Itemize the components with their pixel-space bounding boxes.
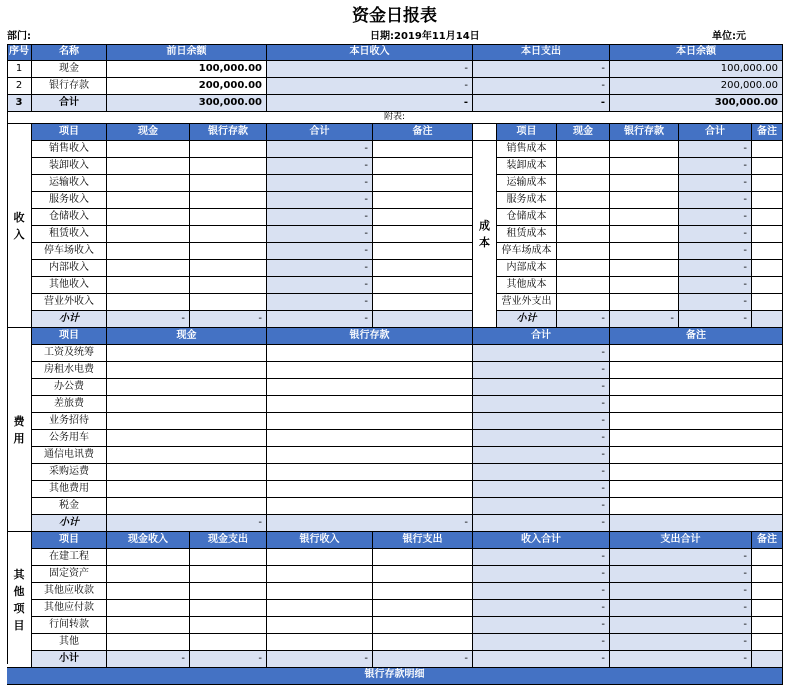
cost-header-2: 银行存款 xyxy=(610,124,679,141)
section-char: 成 xyxy=(479,219,490,232)
appendix-label: 附表: xyxy=(7,112,783,124)
income-total: - xyxy=(267,277,373,294)
other-input-4[interactable] xyxy=(267,634,373,651)
expense-total: - xyxy=(473,481,610,498)
summary-header-0: 序号 xyxy=(7,44,32,61)
summary-header-2: 前日余额 xyxy=(107,44,267,61)
expense-cash-input[interactable] xyxy=(107,464,267,481)
cost-item: 其他成本 xyxy=(497,277,557,294)
expense-cash-input[interactable] xyxy=(107,396,267,413)
cost-subtotal-bank: - xyxy=(610,311,679,328)
expense-bank-input[interactable] xyxy=(267,498,473,515)
income-subtotal-total: - xyxy=(267,311,373,328)
other-subtotal-label: 小计 xyxy=(32,651,107,668)
expense-item: 房租水电费 xyxy=(32,362,107,379)
income-bank-input[interactable] xyxy=(190,260,267,277)
summary-cell-bal[interactable]: 100,000.00 xyxy=(610,61,783,78)
expense-total: - xyxy=(473,498,610,515)
other-item: 其他应收款 xyxy=(32,583,107,600)
expense-bank-input[interactable] xyxy=(267,447,473,464)
report-title: 资金日报表 xyxy=(352,6,437,26)
expense-header-1: 现金 xyxy=(107,328,267,345)
cost-total: - xyxy=(679,294,752,311)
income-note-input[interactable] xyxy=(373,209,473,226)
summary-header-5: 本日余额 xyxy=(610,44,783,61)
cost-cash-input[interactable] xyxy=(557,243,610,260)
section-char: 他 xyxy=(13,584,25,598)
expense-subtotal-note xyxy=(610,515,783,532)
other-input-4[interactable] xyxy=(267,583,373,600)
summary-header-4: 本日支出 xyxy=(473,44,610,61)
summary-cell-bal[interactable]: 200,000.00 xyxy=(610,78,783,95)
cost-cash-input[interactable] xyxy=(557,209,610,226)
cost-bank-input[interactable] xyxy=(610,294,679,311)
summary-cell-exp[interactable]: - xyxy=(473,78,610,95)
cost-cash-input[interactable] xyxy=(557,175,610,192)
other-note-input[interactable] xyxy=(752,583,783,600)
summary-total-prev: 300,000.00 xyxy=(107,95,267,112)
expense-header-3: 合计 xyxy=(473,328,610,345)
expense-note-input[interactable] xyxy=(610,464,783,481)
expense-cash-input[interactable] xyxy=(107,481,267,498)
other-header-4: 银行支出 xyxy=(373,532,473,549)
income-total: - xyxy=(267,175,373,192)
other-input-3[interactable] xyxy=(190,634,267,651)
other-item: 其他应付款 xyxy=(32,600,107,617)
summary-cell-no: 2 xyxy=(7,78,32,95)
other-expense-total: - xyxy=(610,566,752,583)
other-note-input[interactable] xyxy=(752,549,783,566)
summary-cell-name: 银行存款 xyxy=(32,78,107,95)
expense-cash-input[interactable] xyxy=(107,498,267,515)
income-total: - xyxy=(267,192,373,209)
cost-item: 内部成本 xyxy=(497,260,557,277)
income-total: - xyxy=(267,294,373,311)
other-input-3[interactable] xyxy=(190,583,267,600)
cost-bank-input[interactable] xyxy=(610,158,679,175)
cost-spacer xyxy=(473,124,497,141)
expense-subtotal-label: 小计 xyxy=(32,515,107,532)
income-total: - xyxy=(267,209,373,226)
expense-bank-input[interactable] xyxy=(267,464,473,481)
income-cash-input[interactable] xyxy=(107,158,190,175)
expense-cash-input[interactable] xyxy=(107,362,267,379)
other-input-4[interactable] xyxy=(267,566,373,583)
cost-item: 装卸成本 xyxy=(497,158,557,175)
expense-cash-input[interactable] xyxy=(107,430,267,447)
expense-note-input[interactable] xyxy=(610,481,783,498)
other-input-2[interactable] xyxy=(107,583,190,600)
income-cash-input[interactable] xyxy=(107,175,190,192)
expense-bank-input[interactable] xyxy=(267,362,473,379)
bank-detail-header: 银行存款明细 xyxy=(7,668,783,685)
expense-total: - xyxy=(473,396,610,413)
expense-subtotal-cash: - xyxy=(107,515,267,532)
expense-bank-input[interactable] xyxy=(267,430,473,447)
section-char: 入 xyxy=(13,227,25,241)
cost-subtotal-label: 小计 xyxy=(497,311,557,328)
other-expense-total: - xyxy=(610,583,752,600)
cost-cash-input[interactable] xyxy=(557,226,610,243)
summary-cell-inc[interactable]: - xyxy=(267,61,473,78)
income-bank-input[interactable] xyxy=(190,158,267,175)
income-subtotal-cash: - xyxy=(107,311,190,328)
other-expense-total: - xyxy=(610,634,752,651)
expense-header-0: 项目 xyxy=(32,328,107,345)
summary-total-inc: - xyxy=(267,95,473,112)
income-item: 运输收入 xyxy=(32,175,107,192)
expense-cash-input[interactable] xyxy=(107,379,267,396)
other-input-3[interactable] xyxy=(190,600,267,617)
income-note-input[interactable] xyxy=(373,175,473,192)
income-subtotal-label: 小计 xyxy=(32,311,107,328)
other-input-5[interactable] xyxy=(373,617,473,634)
other-input-2[interactable] xyxy=(107,566,190,583)
summary-cell-no: 1 xyxy=(7,61,32,78)
cost-item: 营业外支出 xyxy=(497,294,557,311)
other-input-3[interactable] xyxy=(190,617,267,634)
expense-item: 其他费用 xyxy=(32,481,107,498)
expense-total: - xyxy=(473,379,610,396)
income-note-input[interactable] xyxy=(373,226,473,243)
expense-note-input[interactable] xyxy=(610,413,783,430)
cost-cash-input[interactable] xyxy=(557,192,610,209)
cost-bank-input[interactable] xyxy=(610,175,679,192)
other-input-5[interactable] xyxy=(373,600,473,617)
income-bank-input[interactable] xyxy=(190,175,267,192)
other-income-total: - xyxy=(473,600,610,617)
income-subtotal-bank: - xyxy=(190,311,267,328)
income-item: 装卸收入 xyxy=(32,158,107,175)
other-header-5: 收入合计 xyxy=(473,532,610,549)
income-subtotal-note xyxy=(373,311,473,328)
cost-header-4: 备注 xyxy=(752,124,783,141)
other-item: 固定资产 xyxy=(32,566,107,583)
cost-note-input[interactable] xyxy=(752,260,783,277)
income-item: 租赁收入 xyxy=(32,226,107,243)
income-item: 仓储收入 xyxy=(32,209,107,226)
other-side-label xyxy=(7,532,32,668)
summary-total-no: 3 xyxy=(7,95,32,112)
expense-item: 公务用车 xyxy=(32,430,107,447)
cost-note-input[interactable] xyxy=(752,277,783,294)
cost-total: - xyxy=(679,277,752,294)
income-item: 其他收入 xyxy=(32,277,107,294)
other-expense-total: - xyxy=(610,600,752,617)
summary-cell-prev[interactable]: 200,000.00 xyxy=(107,78,267,95)
expense-subtotal-bank: - xyxy=(267,515,473,532)
cost-bank-input[interactable] xyxy=(610,141,679,158)
income-header-2: 银行存款 xyxy=(190,124,267,141)
income-total: - xyxy=(267,141,373,158)
expense-subtotal-total: - xyxy=(473,515,610,532)
other-input-5[interactable] xyxy=(373,566,473,583)
other-subtotal-note xyxy=(752,651,783,668)
income-bank-input[interactable] xyxy=(190,192,267,209)
cost-item: 销售成本 xyxy=(497,141,557,158)
other-note-input[interactable] xyxy=(752,566,783,583)
cost-side-label xyxy=(473,141,497,328)
report-date: 日期:2019年11月14日 xyxy=(370,31,480,42)
cost-bank-input[interactable] xyxy=(610,226,679,243)
income-header-1: 现金 xyxy=(107,124,190,141)
cost-note-input[interactable] xyxy=(752,294,783,311)
income-cash-input[interactable] xyxy=(107,294,190,311)
other-input-2[interactable] xyxy=(107,617,190,634)
income-item: 服务收入 xyxy=(32,192,107,209)
income-bank-input[interactable] xyxy=(190,294,267,311)
other-input-3[interactable] xyxy=(190,549,267,566)
other-subtotal-v4: - xyxy=(373,651,473,668)
other-input-5[interactable] xyxy=(373,549,473,566)
cost-total: - xyxy=(679,226,752,243)
expense-side-label xyxy=(7,328,32,532)
income-cash-input[interactable] xyxy=(107,277,190,294)
other-header-7: 备注 xyxy=(752,532,783,549)
expense-item: 税金 xyxy=(32,498,107,515)
other-input-4[interactable] xyxy=(267,600,373,617)
expense-note-input[interactable] xyxy=(610,396,783,413)
income-note-input[interactable] xyxy=(373,294,473,311)
income-total: - xyxy=(267,243,373,260)
cost-subtotal-cash: - xyxy=(557,311,610,328)
section-char: 费 xyxy=(13,414,25,428)
income-note-input[interactable] xyxy=(373,260,473,277)
summary-cell-inc[interactable]: - xyxy=(267,78,473,95)
income-note-input[interactable] xyxy=(373,243,473,260)
other-income-total: - xyxy=(473,617,610,634)
cost-bank-input[interactable] xyxy=(610,260,679,277)
expense-note-input[interactable] xyxy=(610,498,783,515)
cost-total: - xyxy=(679,243,752,260)
summary-cell-name: 现金 xyxy=(32,61,107,78)
other-input-4[interactable] xyxy=(267,549,373,566)
other-input-2[interactable] xyxy=(107,634,190,651)
expense-total: - xyxy=(473,345,610,362)
income-cash-input[interactable] xyxy=(107,243,190,260)
cost-cash-input[interactable] xyxy=(557,294,610,311)
expense-bank-input[interactable] xyxy=(267,396,473,413)
other-note-input[interactable] xyxy=(752,617,783,634)
income-note-input[interactable] xyxy=(373,192,473,209)
cost-cash-input[interactable] xyxy=(557,158,610,175)
expense-item: 业务招待 xyxy=(32,413,107,430)
cost-header-1: 现金 xyxy=(557,124,610,141)
other-input-3[interactable] xyxy=(190,566,267,583)
cost-total: - xyxy=(679,192,752,209)
other-subtotal-v6: - xyxy=(610,651,752,668)
cost-total: - xyxy=(679,175,752,192)
income-total: - xyxy=(267,260,373,277)
other-header-2: 现金支出 xyxy=(190,532,267,549)
other-header-3: 银行收入 xyxy=(267,532,373,549)
income-item: 销售收入 xyxy=(32,141,107,158)
income-note-input[interactable] xyxy=(373,158,473,175)
income-item: 内部收入 xyxy=(32,260,107,277)
expense-bank-input[interactable] xyxy=(267,379,473,396)
cost-item: 停车场成本 xyxy=(497,243,557,260)
expense-item: 通信电讯费 xyxy=(32,447,107,464)
expense-cash-input[interactable] xyxy=(107,345,267,362)
expense-note-input[interactable] xyxy=(610,430,783,447)
section-char: 本 xyxy=(479,236,490,249)
income-item: 营业外收入 xyxy=(32,294,107,311)
income-total: - xyxy=(267,158,373,175)
cost-cash-input[interactable] xyxy=(557,277,610,294)
expense-note-input[interactable] xyxy=(610,345,783,362)
other-expense-total: - xyxy=(610,617,752,634)
cost-subtotal-note xyxy=(752,311,783,328)
section-char: 其 xyxy=(13,567,25,581)
cost-note-input[interactable] xyxy=(752,158,783,175)
other-input-5[interactable] xyxy=(373,583,473,600)
cost-item: 仓储成本 xyxy=(497,209,557,226)
other-income-total: - xyxy=(473,566,610,583)
other-header-6: 支出合计 xyxy=(610,532,752,549)
other-header-1: 现金收入 xyxy=(107,532,190,549)
other-note-input[interactable] xyxy=(752,634,783,651)
department-label: 部门: xyxy=(7,31,31,42)
expense-note-input[interactable] xyxy=(610,362,783,379)
income-total: - xyxy=(267,226,373,243)
cost-note-input[interactable] xyxy=(752,243,783,260)
other-income-total: - xyxy=(473,583,610,600)
cost-item: 服务成本 xyxy=(497,192,557,209)
expense-header-2: 银行存款 xyxy=(267,328,473,345)
cost-header-0: 项目 xyxy=(497,124,557,141)
other-item: 其他 xyxy=(32,634,107,651)
cost-cash-input[interactable] xyxy=(557,141,610,158)
expense-item: 办公费 xyxy=(32,379,107,396)
cost-bank-input[interactable] xyxy=(610,243,679,260)
report-grid xyxy=(7,44,783,680)
income-header-3: 合计 xyxy=(267,124,373,141)
other-item: 行间转款 xyxy=(32,617,107,634)
income-bank-input[interactable] xyxy=(190,141,267,158)
other-header-0: 项目 xyxy=(32,532,107,549)
expense-item: 差旅费 xyxy=(32,396,107,413)
cost-total: - xyxy=(679,158,752,175)
other-subtotal-v5: - xyxy=(473,651,610,668)
other-expense-total: - xyxy=(610,549,752,566)
cost-bank-input[interactable] xyxy=(610,209,679,226)
expense-bank-input[interactable] xyxy=(267,481,473,498)
section-char: 项 xyxy=(13,601,25,615)
other-income-total: - xyxy=(473,549,610,566)
expense-total: - xyxy=(473,464,610,481)
cost-subtotal-total: - xyxy=(679,311,752,328)
income-bank-input[interactable] xyxy=(190,226,267,243)
expense-cash-input[interactable] xyxy=(107,447,267,464)
expense-bank-input[interactable] xyxy=(267,345,473,362)
cost-total: - xyxy=(679,260,752,277)
other-input-5[interactable] xyxy=(373,634,473,651)
expense-item: 工资及统筹 xyxy=(32,345,107,362)
expense-total: - xyxy=(473,430,610,447)
expense-total: - xyxy=(473,447,610,464)
income-bank-input[interactable] xyxy=(190,277,267,294)
expense-bank-input[interactable] xyxy=(267,413,473,430)
other-subtotal-v1: - xyxy=(107,651,190,668)
summary-total-bal: 300,000.00 xyxy=(610,95,783,112)
expense-note-input[interactable] xyxy=(610,447,783,464)
income-cash-input[interactable] xyxy=(107,192,190,209)
income-item: 停车场收入 xyxy=(32,243,107,260)
income-header-4: 备注 xyxy=(373,124,473,141)
other-input-2[interactable] xyxy=(107,549,190,566)
income-note-input[interactable] xyxy=(373,141,473,158)
income-note-input[interactable] xyxy=(373,277,473,294)
other-note-input[interactable] xyxy=(752,600,783,617)
other-item: 在建工程 xyxy=(32,549,107,566)
cost-note-input[interactable] xyxy=(752,226,783,243)
cost-total: - xyxy=(679,141,752,158)
cost-note-input[interactable] xyxy=(752,192,783,209)
other-income-total: - xyxy=(473,634,610,651)
income-cash-input[interactable] xyxy=(107,260,190,277)
summary-total-name: 合计 xyxy=(32,95,107,112)
summary-header-1: 名称 xyxy=(32,44,107,61)
expense-item: 采购运费 xyxy=(32,464,107,481)
expense-total: - xyxy=(473,413,610,430)
income-side-label xyxy=(7,124,32,328)
summary-cell-prev[interactable]: 100,000.00 xyxy=(107,61,267,78)
expense-header-4: 备注 xyxy=(610,328,783,345)
section-char: 收 xyxy=(13,210,25,224)
section-char: 用 xyxy=(13,431,25,445)
income-cash-input[interactable] xyxy=(107,141,190,158)
income-bank-input[interactable] xyxy=(190,243,267,260)
unit-label: 单位:元 xyxy=(712,31,746,42)
cost-bank-input[interactable] xyxy=(610,192,679,209)
expense-cash-input[interactable] xyxy=(107,413,267,430)
expense-note-input[interactable] xyxy=(610,379,783,396)
income-cash-input[interactable] xyxy=(107,226,190,243)
summary-header-3: 本日收入 xyxy=(267,44,473,61)
other-input-2[interactable] xyxy=(107,600,190,617)
expense-total: - xyxy=(473,362,610,379)
cost-note-input[interactable] xyxy=(752,175,783,192)
income-bank-input[interactable] xyxy=(190,209,267,226)
other-subtotal-v2: - xyxy=(190,651,267,668)
cost-item: 运输成本 xyxy=(497,175,557,192)
summary-total-exp: - xyxy=(473,95,610,112)
cost-total: - xyxy=(679,209,752,226)
other-input-4[interactable] xyxy=(267,617,373,634)
cost-item: 租赁成本 xyxy=(497,226,557,243)
other-subtotal-v3: - xyxy=(267,651,373,668)
cost-cash-input[interactable] xyxy=(557,260,610,277)
summary-cell-exp[interactable]: - xyxy=(473,61,610,78)
cost-bank-input[interactable] xyxy=(610,277,679,294)
section-char: 目 xyxy=(13,618,25,632)
cost-note-input[interactable] xyxy=(752,141,783,158)
cost-note-input[interactable] xyxy=(752,209,783,226)
income-cash-input[interactable] xyxy=(107,209,190,226)
cost-header-3: 合计 xyxy=(679,124,752,141)
income-header-0: 项目 xyxy=(32,124,107,141)
